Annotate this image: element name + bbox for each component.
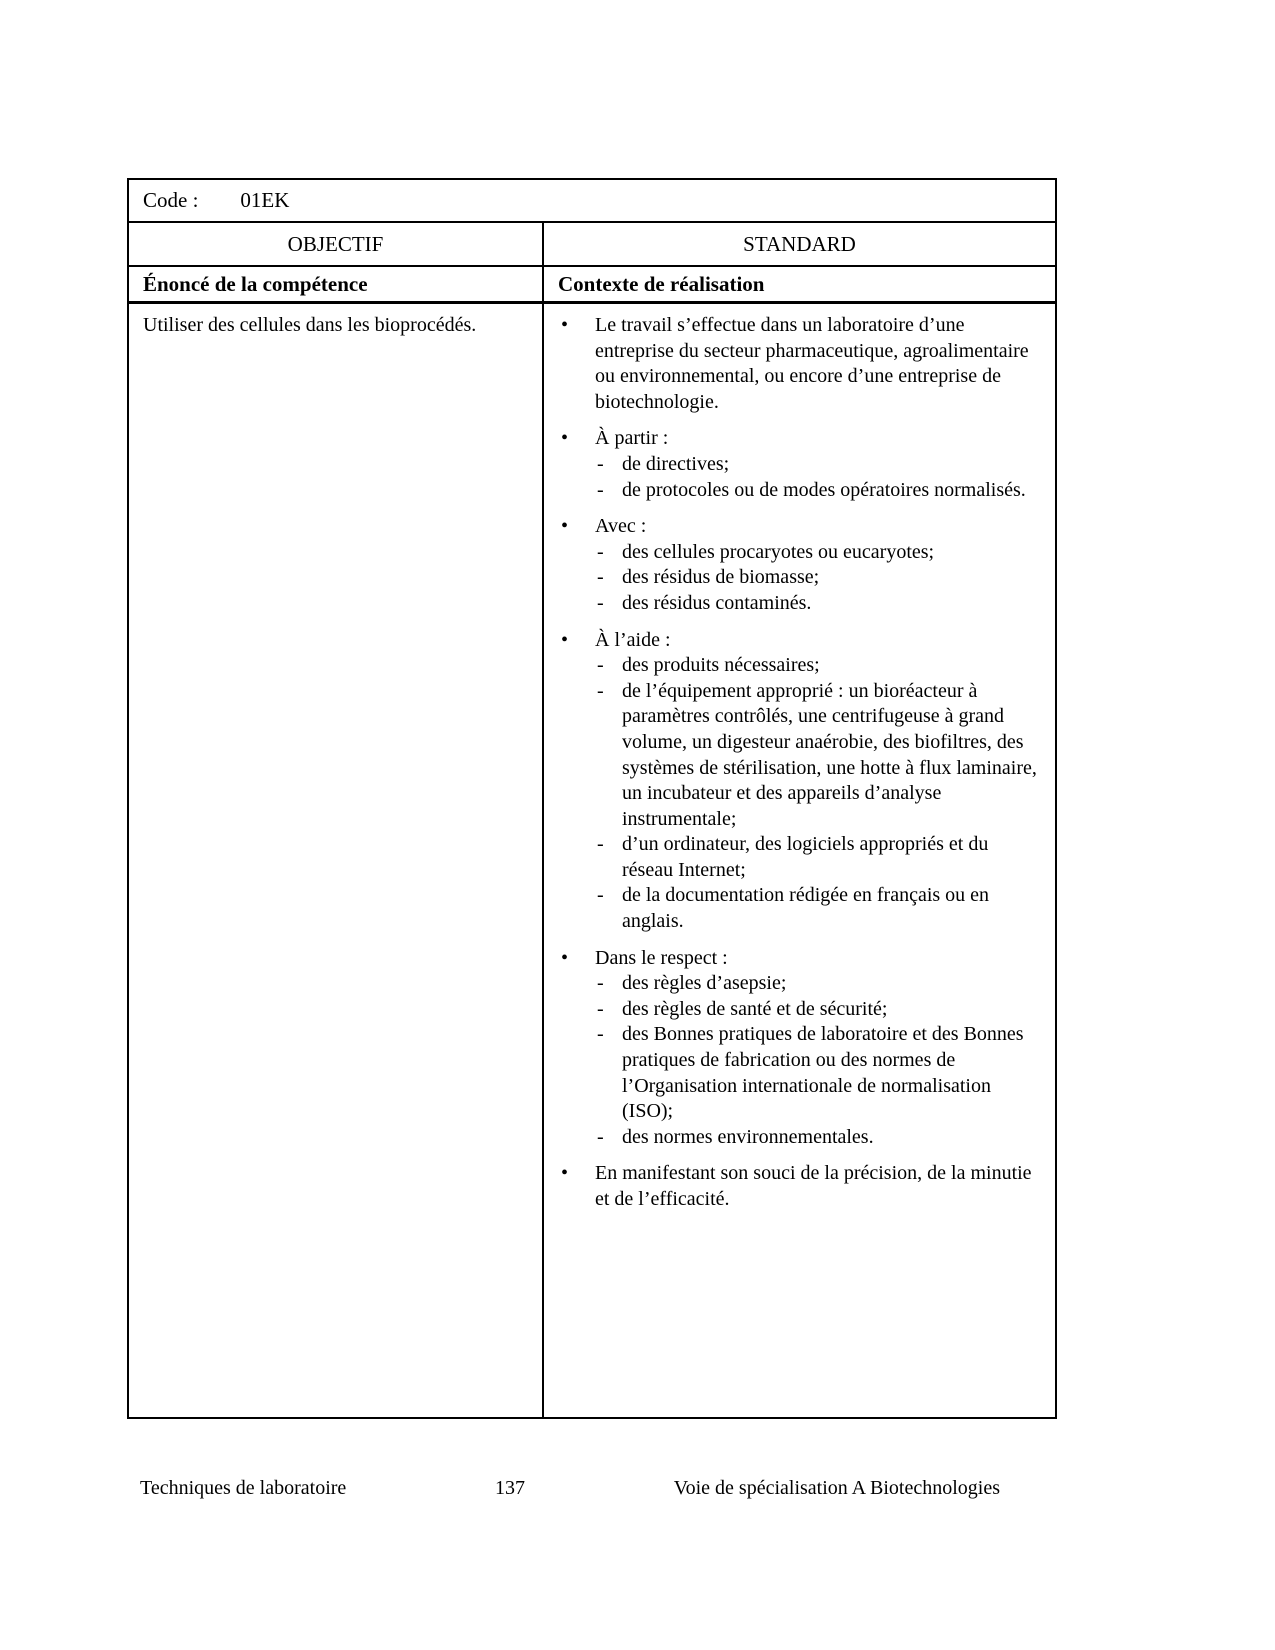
standard-subitem xyxy=(595,679,1037,833)
bullet-marker: • xyxy=(561,628,569,651)
dash-marker: - xyxy=(597,997,604,1020)
standard-subitem xyxy=(595,971,1037,997)
bullet-marker: • xyxy=(561,515,569,538)
standard-header: STANDARD xyxy=(542,223,1055,265)
code-row xyxy=(129,180,1055,223)
standard-item xyxy=(558,426,1037,452)
table-header-row xyxy=(129,223,1055,267)
standard-subitem xyxy=(595,997,1037,1023)
competence-text: Utiliser des cellules dans les bioprocédés. xyxy=(143,314,477,336)
competency-table xyxy=(127,178,1057,1419)
standard-item xyxy=(558,628,1037,654)
competence-subheader: Énoncé de la compétence xyxy=(143,271,368,296)
standard-item-text: En manifestant son souci de la précision, de la minutie et de l’efficacité. xyxy=(595,1162,1032,1210)
dash-marker: - xyxy=(597,833,604,856)
standard-subitem xyxy=(595,540,1037,566)
bullet-marker: • xyxy=(561,427,569,450)
standard-subitem xyxy=(595,591,1037,617)
dash-marker: - xyxy=(597,540,604,563)
standard-item-text: Le travail s’effectue dans un laboratoire d’une entreprise du secteur pharmaceutique, agroalimentaire ou environnemental, ou encore d’une entreprise de biotechnologie. xyxy=(595,314,1029,413)
standard-subitem xyxy=(595,565,1037,591)
dash-marker: - xyxy=(597,452,604,475)
standard-subitem-text: des normes environnementales. xyxy=(622,1125,874,1148)
standard-item-text: À l’aide : xyxy=(595,628,671,651)
bullet-marker: • xyxy=(561,314,569,336)
contexte-cell xyxy=(542,304,1055,1417)
standard-subitem xyxy=(595,883,1037,934)
standard-subitem xyxy=(595,1022,1037,1124)
standard-subitem-text: des cellules procaryotes ou eucaryotes; xyxy=(622,540,935,563)
dash-marker: - xyxy=(597,679,604,702)
footer-page-number: 137 xyxy=(495,1477,526,1499)
standard-item-text: Dans le respect : xyxy=(595,946,728,969)
standard-item-text: Avec : xyxy=(595,515,647,538)
footer-document-title: Techniques de laboratoire xyxy=(140,1477,347,1499)
standard-subitem xyxy=(595,832,1037,883)
standard-subitem-text: de directives; xyxy=(622,452,730,475)
dash-marker: - xyxy=(597,972,604,995)
standard-item xyxy=(558,946,1037,972)
standard-item xyxy=(558,514,1037,540)
standard-subitem-text: des règles de santé et de sécurité; xyxy=(622,997,888,1020)
dash-marker: - xyxy=(597,884,604,907)
contexte-subheader: Contexte de réalisation xyxy=(542,267,1055,301)
standard-subitem-text: d’un ordinateur, des logiciels appropriés et du réseau Internet; xyxy=(622,833,989,881)
standard-subitem xyxy=(595,478,1037,504)
dash-marker: - xyxy=(597,591,604,614)
standard-item-text: À partir : xyxy=(595,427,669,450)
standard-subitem-text: des résidus contaminés. xyxy=(622,591,812,614)
table-subheader-row xyxy=(129,267,1055,304)
standard-subitem xyxy=(595,653,1037,679)
code-value: 01EK xyxy=(240,188,290,212)
bullet-marker: • xyxy=(561,946,569,969)
dash-marker: - xyxy=(597,566,604,589)
standard-subitem-text: des résidus de biomasse; xyxy=(622,566,820,589)
standard-subitem-text: des règles d’asepsie; xyxy=(622,972,787,995)
standard-subitem-text: des Bonnes pratiques de laboratoire et des Bonnes pratiques de fabrication ou des normes de l’Organisation internationale de normalisation (ISO); xyxy=(622,1023,1024,1123)
standard-subitem-text: des produits nécessaires; xyxy=(622,654,820,677)
standard-subitem xyxy=(595,1125,1037,1151)
standard-subitem-text: de la documentation rédigée en français ou en anglais. xyxy=(622,884,990,933)
competence-cell xyxy=(129,304,542,1417)
table-content-row xyxy=(129,304,1055,1417)
objectif-header: OBJECTIF xyxy=(287,231,384,256)
standard-subitem-text: de l’équipement approprié : un bioréacteur à paramètres contrôlés, une centrifugeuse à grand volume, un digesteur anaérobie, des biofiltres, des systèmes de stérilisation, une hotte à flux laminaire, un incubateur et des appareils d’analyse instrumentale; xyxy=(622,679,1037,830)
standard-subitem xyxy=(595,452,1037,478)
bullet-marker: • xyxy=(561,1162,569,1185)
dash-marker: - xyxy=(597,654,604,677)
footer-section-title: Voie de spécialisation A Biotechnologies xyxy=(673,1477,1000,1499)
standard-item xyxy=(558,313,1037,415)
standard-item xyxy=(558,1161,1037,1212)
page-footer xyxy=(140,1477,1000,1500)
dash-marker: - xyxy=(597,1023,604,1046)
dash-marker: - xyxy=(597,1125,604,1148)
dash-marker: - xyxy=(597,478,604,501)
standard-subitem-text: de protocoles ou de modes opératoires normalisés. xyxy=(622,478,1026,501)
code-label: Code : xyxy=(143,188,199,212)
